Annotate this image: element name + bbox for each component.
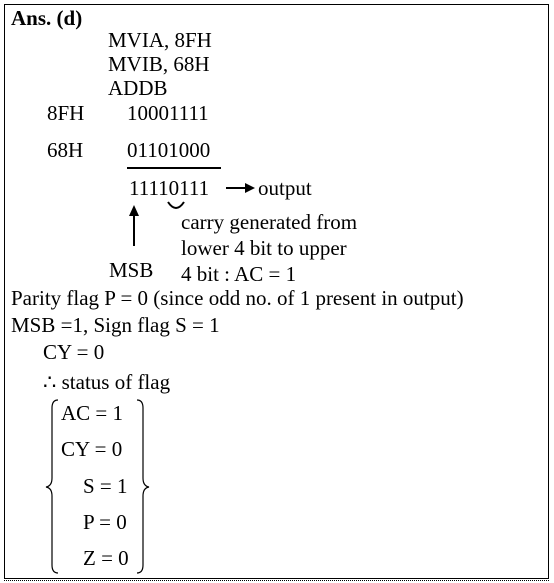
operand1-label: 8FH (47, 101, 85, 125)
msb-label: MSB (109, 258, 154, 282)
output-label: output (258, 176, 312, 200)
carry-note-line-2: lower 4 bit to upper (181, 236, 347, 260)
answer-heading: Ans. (d) (11, 6, 83, 30)
left-brace-icon (46, 400, 58, 573)
program-line-3: ADDB (108, 76, 168, 100)
result-bits: 11110111 (129, 176, 210, 200)
flag-cy: CY = 0 (61, 437, 123, 461)
flag-z: Z = 0 (83, 546, 129, 570)
status-heading: ∴ status of flag (43, 370, 171, 394)
program-line-2: MVIB, 68H (108, 52, 210, 76)
flag-s: S = 1 (83, 474, 128, 498)
operand2-label: 68H (47, 138, 84, 162)
right-brace-icon (137, 400, 149, 573)
flag-ac: AC = 1 (61, 401, 124, 425)
carry-note-line-1: carry generated from (181, 210, 358, 234)
program-line-1: MVIA, 8FH (108, 28, 212, 52)
operand2-bits: 01101000 (127, 138, 211, 162)
flag-p: P = 0 (83, 510, 127, 534)
sign-line: MSB =1, Sign flag S = 1 (11, 313, 220, 337)
carry-note-line-3: 4 bit : AC = 1 (181, 262, 297, 286)
parity-line: Parity flag P = 0 (since odd no. of 1 present in output) (11, 286, 464, 310)
cy-line: CY = 0 (43, 340, 105, 364)
operand1-bits: 10001111 (127, 101, 209, 125)
